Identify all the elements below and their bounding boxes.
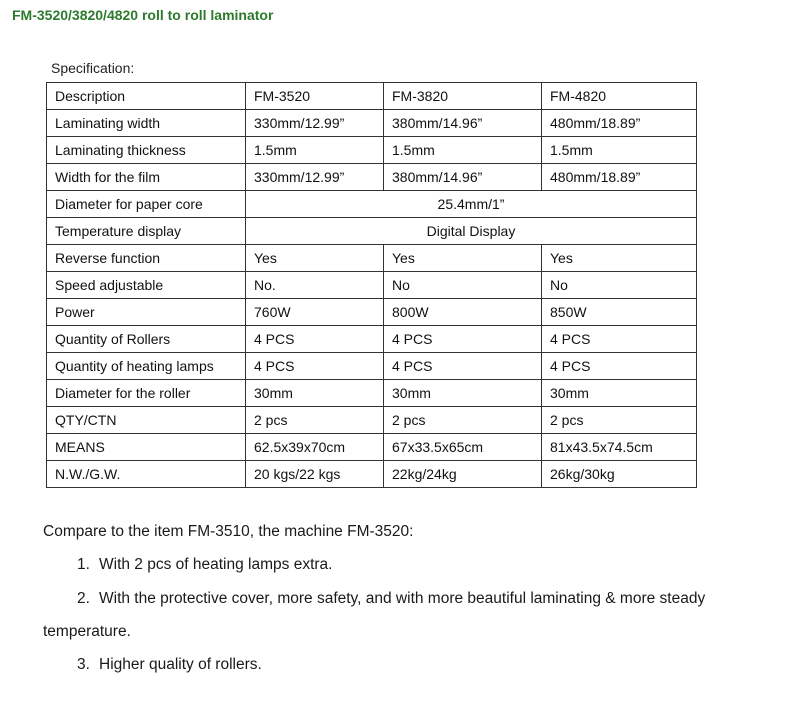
table-cell-description: MEANS [47,434,246,461]
comparison-list [43,548,793,682]
table-cell-fm-4820: Yes [542,245,697,272]
table-cell-fm-4820: 850W [542,299,697,326]
table-cell-fm-3520: 4 PCS [246,326,384,353]
table-header-row [47,83,697,110]
table-cell-fm-3820: 380mm/14.96” [384,164,542,191]
list-item [43,582,793,648]
table-cell-fm-3820: 380mm/14.96” [384,110,542,137]
table-cell-fm-4820: 1.5mm [542,137,697,164]
table-cell-fm-3520: 2 pcs [246,407,384,434]
table-row [47,353,697,380]
list-item-number: 1. [77,556,90,573]
table-cell-fm-3520: 760W [246,299,384,326]
table-row [47,191,697,218]
table-cell-description: Diameter for paper core [47,191,246,218]
header-cell-fm-3820: FM-3820 [384,83,542,110]
table-row [47,380,697,407]
table-row [47,434,697,461]
table-cell-fm-3820: Yes [384,245,542,272]
table-cell-fm-3520: 4 PCS [246,353,384,380]
table-cell-fm-4820: 480mm/18.89” [542,164,697,191]
table-cell-fm-4820: 4 PCS [542,353,697,380]
list-item-text: With 2 pcs of heating lamps extra. [99,556,333,573]
table-cell-fm-3520: No. [246,272,384,299]
table-cell-description: Laminating width [47,110,246,137]
table-cell-description: Reverse function [47,245,246,272]
table-cell-description: Width for the film [47,164,246,191]
table-cell-merged-value: Digital Display [246,218,697,245]
table-row [47,110,697,137]
table-row [47,164,697,191]
table-cell-fm-3820: 4 PCS [384,353,542,380]
table-cell-fm-3520: 1.5mm [246,137,384,164]
table-cell-fm-4820: 30mm [542,380,697,407]
specification-table [46,82,697,488]
table-cell-fm-3520: Yes [246,245,384,272]
header-cell-description: Description [47,83,246,110]
table-cell-fm-3820: 2 pcs [384,407,542,434]
specification-label: Specification: [51,60,135,76]
table-cell-fm-3820: No [384,272,542,299]
header-cell-fm-3520: FM-3520 [246,83,384,110]
table-cell-fm-3820: 1.5mm [384,137,542,164]
list-item-number: 3. [77,656,90,673]
table-cell-fm-4820: 2 pcs [542,407,697,434]
list-item [43,648,793,682]
table-row [47,407,697,434]
table-cell-description: Quantity of heating lamps [47,353,246,380]
table-cell-fm-4820: 4 PCS [542,326,697,353]
table-row [47,137,697,164]
table-cell-fm-3820: 22kg/24kg [384,461,542,488]
comparison-intro: Compare to the item FM-3510, the machine FM-3520: [43,523,414,540]
table-cell-description: N.W./G.W. [47,461,246,488]
table-cell-fm-3820: 4 PCS [384,326,542,353]
table-cell-fm-3520: 62.5x39x70cm [246,434,384,461]
table-cell-description: Speed adjustable [47,272,246,299]
list-item [43,548,793,582]
table-cell-fm-4820: 480mm/18.89” [542,110,697,137]
comparison-section [43,523,793,682]
table-row [47,326,697,353]
table-cell-fm-3820: 30mm [384,380,542,407]
table-cell-description: Diameter for the roller [47,380,246,407]
table-cell-fm-3520: 330mm/12.99” [246,164,384,191]
page-title: FM-3520/3820/4820 roll to roll laminator [12,7,274,23]
table-row [47,245,697,272]
table-cell-fm-3520: 30mm [246,380,384,407]
table-row [47,299,697,326]
table-cell-fm-4820: No [542,272,697,299]
list-item-text: With the protective cover, more safety, and with more beautiful laminating & more steady temperature. [43,590,706,640]
table-cell-merged-value: 25.4mm/1” [246,191,697,218]
table-cell-fm-3520: 20 kgs/22 kgs [246,461,384,488]
table-cell-fm-4820: 26kg/30kg [542,461,697,488]
table-cell-fm-3820: 67x33.5x65cm [384,434,542,461]
table-cell-fm-3820: 800W [384,299,542,326]
list-item-text: Higher quality of rollers. [99,656,262,673]
table-cell-description: Quantity of Rollers [47,326,246,353]
table-cell-fm-4820: 81x43.5x74.5cm [542,434,697,461]
table-cell-description: Temperature display [47,218,246,245]
specification-table-body [47,83,697,488]
table-cell-description: Laminating thickness [47,137,246,164]
table-cell-fm-3520: 330mm/12.99” [246,110,384,137]
table-cell-description: Power [47,299,246,326]
table-row [47,461,697,488]
table-row [47,272,697,299]
table-cell-description: QTY/CTN [47,407,246,434]
header-cell-fm-4820: FM-4820 [542,83,697,110]
list-item-number: 2. [77,590,90,607]
table-row [47,218,697,245]
